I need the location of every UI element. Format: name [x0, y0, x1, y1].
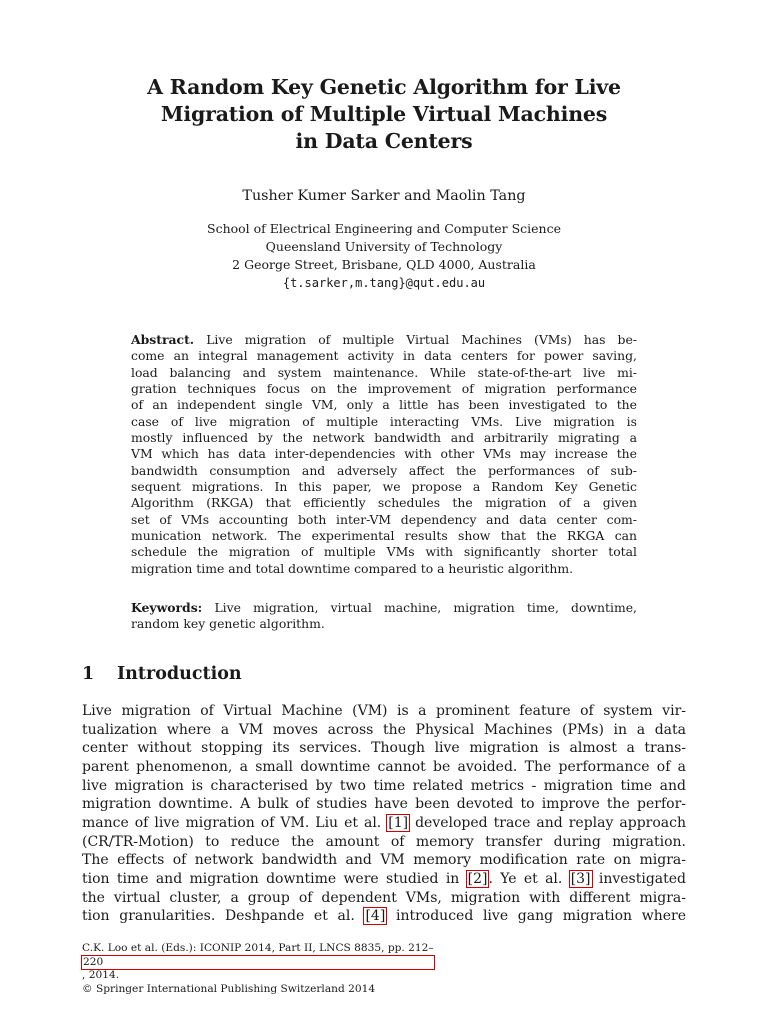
page-link[interactable]: 220 [82, 956, 434, 970]
abstract-line: migration time and total downtime compared to a heuristic algorithm. [131, 560, 574, 576]
body-line: mance of live migration of VM. Liu et al. [1] developed trace and replay approach [82, 814, 686, 831]
affiliation-dept: School of Electrical Engineering and Computer Science [207, 221, 561, 236]
title-line: in Data Centers [295, 129, 473, 153]
section-heading [82, 662, 242, 686]
abstract-line: mostly influenced by the network bandwidth and arbitrarily migrating a [131, 430, 637, 446]
keywords-line: Keywords: Live migration, virtual machine, migration time, downtime, [131, 600, 637, 615]
abstract-label: Abstract. [131, 332, 195, 347]
keywords [131, 600, 637, 633]
affiliation-address: 2 George Street, Brisbane, QLD 4000, Australia [232, 257, 536, 272]
affiliation-university: Queensland University of Technology [265, 239, 503, 254]
footer-citation: C.K. Loo et al. (Eds.): ICONIP 2014, Part II, LNCS 8835, pp. 212– 220 , 2014. [82, 942, 434, 981]
body-line: the virtual cluster, a group of dependent VMs, migration with different migra- [82, 889, 686, 906]
body-line: parent phenomenon, a small downtime cannot be avoided. The performance of a [82, 758, 686, 775]
body-line: The effects of network bandwidth and VM memory modification rate on migra- [82, 852, 686, 869]
body-line: (CR/TR-Motion) to reduce the amount of memory transfer during migration. [82, 833, 686, 850]
abstract-line: come an integral management activity in data centers for power saving, [131, 348, 637, 364]
abstract-line: schedule the migration of multiple VMs with significantly shorter total [131, 544, 637, 560]
abstract-line: of an independent single VM, only a little has been investigated to the [131, 397, 637, 413]
body-line: tion time and migration downtime were studied in [2]. Ye et al. [3] investigated [82, 870, 687, 887]
body-line: tion granularities. Deshpande et al. [4] introduced live gang migration where [82, 908, 686, 925]
section-number: 1 [82, 664, 95, 684]
keywords-line: random key genetic algorithm. [131, 616, 325, 632]
abstract-line: Abstract. Live migration of multiple Virtual Machines (VMs) has be- [131, 332, 637, 347]
abstract-line: munication network. The experimental results show that the RKGA can [131, 528, 637, 544]
body-line: center without stopping its services. Though live migration is almost a trans- [82, 740, 686, 757]
abstract-line: bandwidth consumption and adversely affect the performances of sub- [131, 462, 637, 478]
title-line: Migration of Multiple Virtual Machines [160, 102, 608, 126]
body-line: live migration is characterised by two time related metrics - migration time and [82, 777, 686, 794]
citation-link[interactable]: [2] [467, 870, 488, 887]
section-title: Introduction [117, 664, 242, 684]
author-list: Tusher Kumer Sarker and Maolin Tang [242, 188, 526, 204]
keywords-label: Keywords: [131, 600, 203, 615]
body-line: tualization where a VM moves across the Physical Machines (PMs) in a data [82, 721, 686, 738]
citation-link[interactable]: [4] [365, 908, 386, 925]
affiliation [0, 220, 768, 292]
author-email: {t.sarker,m.tang}@qut.edu.au [282, 276, 486, 290]
abstract-line: sequent migrations. In this paper, we propose a Random Key Genetic [131, 479, 637, 495]
footer-copyright: © Springer International Publishing Switzerland 2014 [82, 982, 376, 995]
copyright-footer [82, 942, 434, 996]
abstract [131, 332, 637, 577]
abstract-line: load balancing and system maintenance. While state-of-the-art live mi- [131, 364, 637, 380]
abstract-line: gration techniques focus on the improvement of migration performance [131, 381, 637, 397]
body-line: migration downtime. A bulk of studies have been devoted to improve the perfor- [82, 796, 686, 813]
citation-link[interactable]: [3] [570, 870, 591, 887]
title-line: A Random Key Genetic Algorithm for Live [147, 75, 621, 99]
body-line: Live migration of Virtual Machine (VM) is a prominent feature of system vir- [82, 703, 686, 719]
paper-title [60, 74, 708, 155]
abstract-line: set of VMs accounting both inter-VM dependency and data center com- [131, 511, 637, 527]
citation-link[interactable]: [1] [388, 814, 409, 831]
abstract-line: case of live migration of multiple interacting VMs. Live migration is [131, 413, 637, 429]
introduction-body [82, 702, 686, 926]
abstract-line: VM which has data inter-dependencies with other VMs may increase the [131, 446, 637, 462]
abstract-line: Algorithm (RKGA) that efficiently schedules the migration of a given [131, 495, 637, 511]
